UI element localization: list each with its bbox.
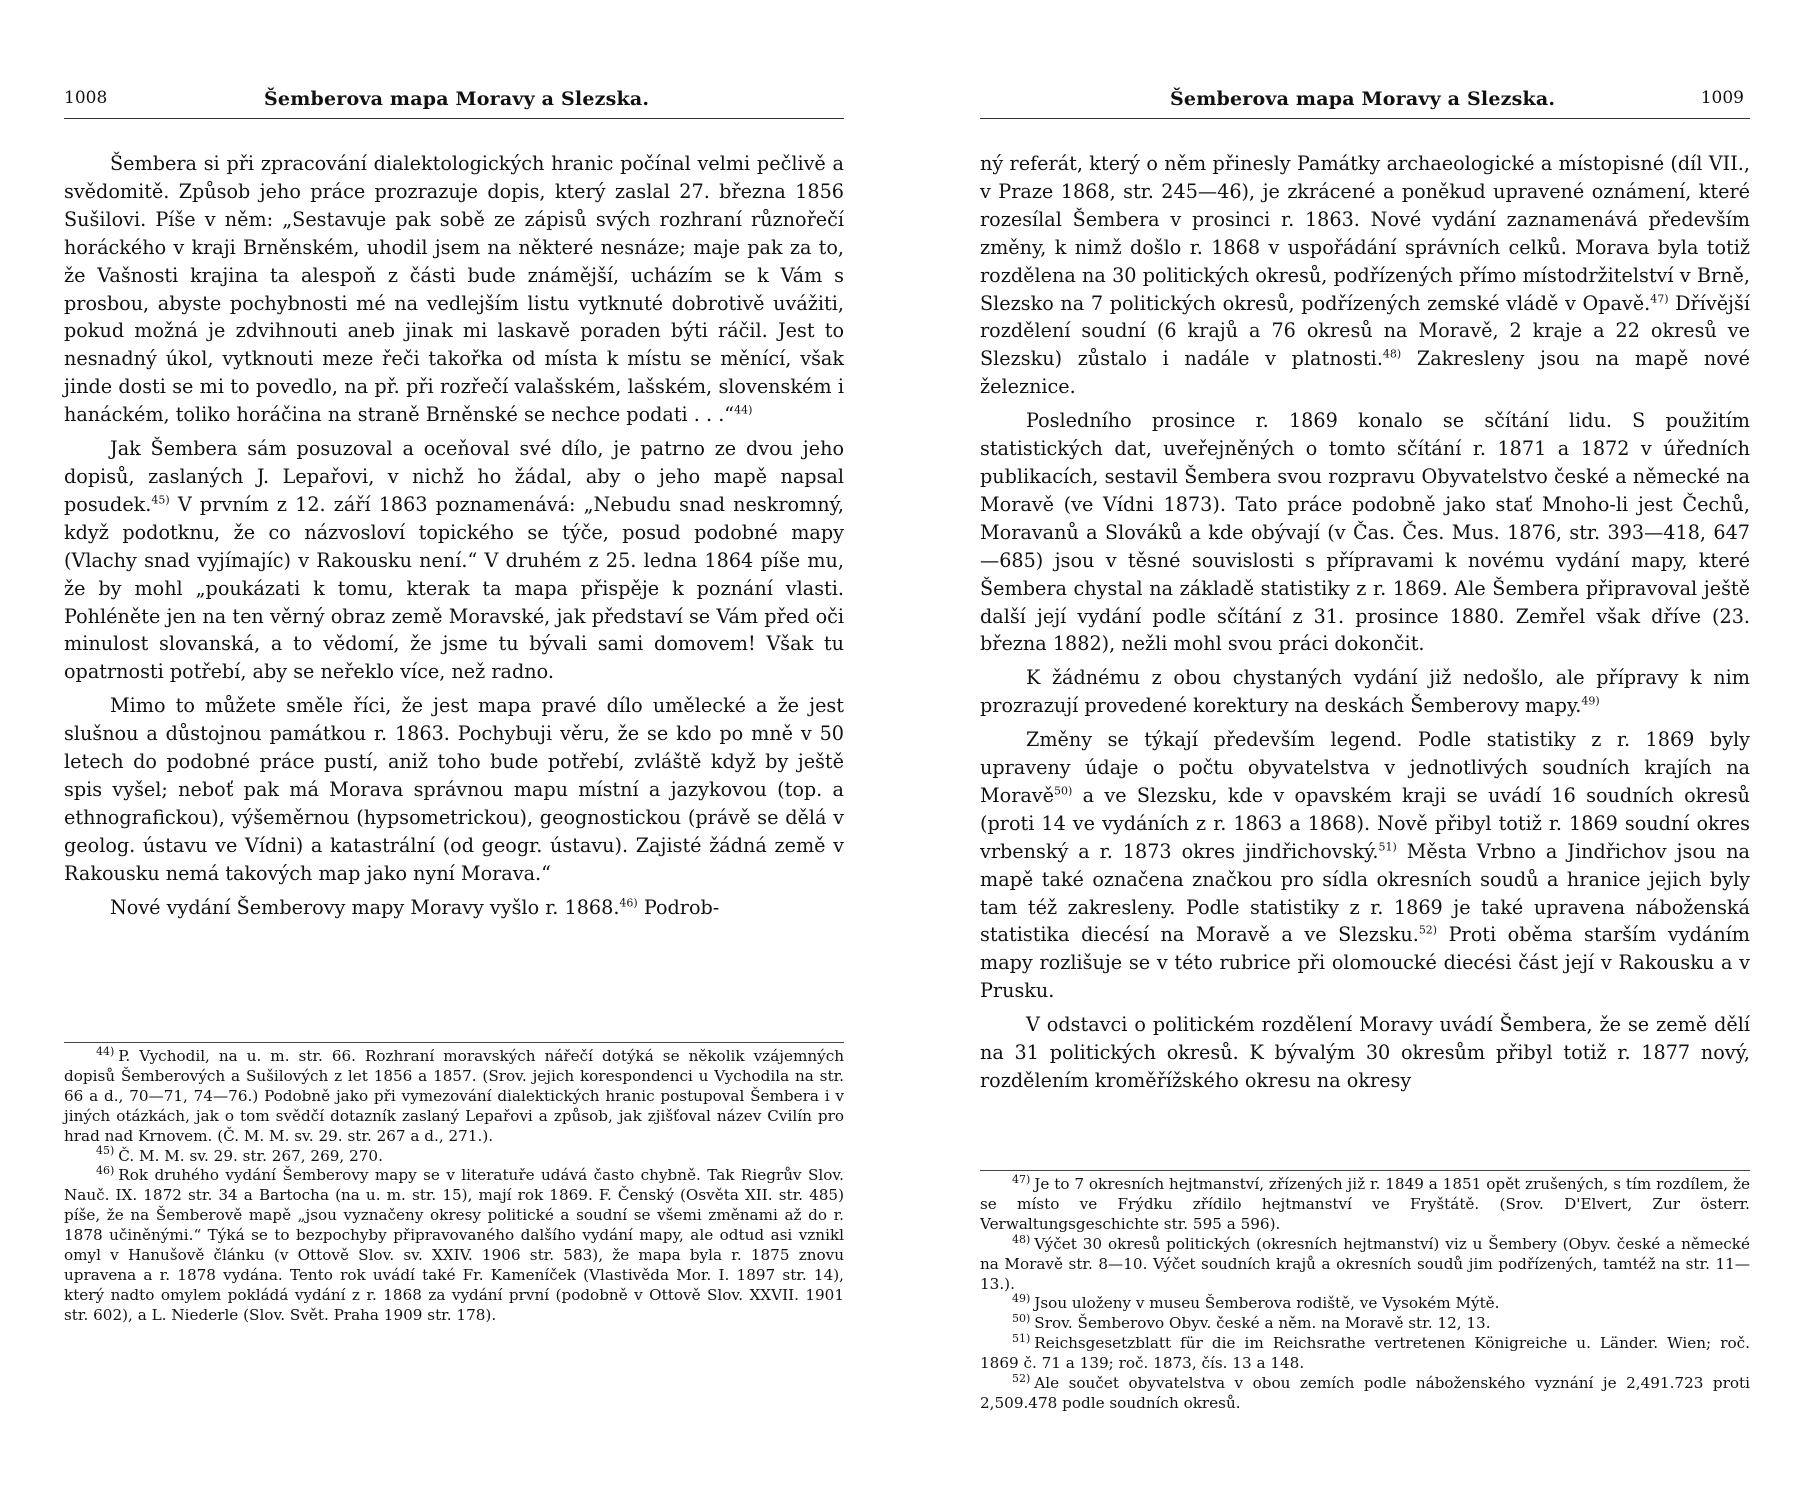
paragraph: Jak Šembera sám posuzoval a oceňoval své dílo, je patrno ze dvou jeho dopisů, zaslaných J. Lepařovi, v nichž ho žádal, aby o jeho mapě napsal posudek.$^{45)}$ V prvním z 12. září 1863 poznamenává: „Nebudu snad neskromný, když podotknu, že co názvosloví topického se týče, posud podobné mapy (Vlachy snad vyjímajíc) v Rakousku není.“ V druhém z 25. ledna 1864 píše mu, že by mohl „poukázati k tomu, kterak ta mapa přispěje k poznání vlasti. Pohléněte jen na ten věrný obraz země Moravské, jak představí se Vám před oči minulost slovanská, a to vědomí, že jsme tu bývali sami domovem! Však tu opatrnosti potřebí, aby se neřeklo více, než radno. bbox=[64, 437, 844, 684]
left-page-number: 1008 bbox=[64, 88, 108, 108]
footnote-ref: 45) bbox=[151, 493, 170, 507]
footnote: $^{51)}$ Reichsgesetzblatt für die im Reichsrathe vertretenen Königreiche u. Länder. Wien; roč. 1869 č. 71 a 139; roč. 1873, čís. 13 a 148. bbox=[980, 1332, 1750, 1373]
paragraph: Šembera si při zpracování dialektologických hranic počínal velmi pečlivě a svědomitě. Způsob jeho práce prozrazuje dopis, který zaslal 27. března 1856 Sušilovi. Píše v něm: „Sestavuje pak sobě ze zápisů svých rozhraní různořečí horáckého v kraji Brněnském, uhodil jsem na některé nesnáze; maje pak za to, že Vašnosti krajina ta alespoň z části bude známější, ucházím se k Vám s prosbou, abyste pochybnosti mé na vedlejším listu vytknuté dobrotivě uvážiti, pokud možná je zdvihnouti aneb jinak mi laskavě poraden býti ráčil. Jest to nesnadný úkol, vytknouti meze řeči takořka od místa k místu se měnící, však jinde dosti se mi to povedlo, na př. při rozřečí valašském, lašském, slovenském i hanáckém, toliko horáčina na straně Brněnské se nechce podati . . .“$^{44)}$ bbox=[64, 152, 844, 427]
left-footnotes bbox=[64, 1042, 844, 1326]
paragraph: Nové vydání Šemberovy mapy Moravy vyšlo r. 1868.$^{46)}$ Podrob- bbox=[110, 895, 720, 919]
footnote-ref: 50) bbox=[1054, 784, 1073, 798]
footnote-ref: 44) bbox=[734, 403, 753, 417]
footnote: $^{52)}$ Ale součet obyvatelstva v obou zemích podle náboženského vyznání je 2,491.723 proti 2,509.478 podle soudních okresů. bbox=[980, 1372, 1750, 1412]
right-footnotes bbox=[980, 1170, 1750, 1414]
footnote: $^{44)}$ P. Vychodil, na u. m. str. 66. Rozhraní moravských nářečí dotýká se několik vzájemných dopisů Šemberových a Sušilových z let 1856 a 1857. (Srov. jejich korespondenci u Vychodila na str. 66 a d., 70—71, 74—76.) Podobně jako při vymezování dialektických hranic postupoval Šembera i v jiných otázkách, jak o tom svědčí dotazník zaslaný Lepařovi a způsob, jak zjišťoval název Cvilín pro hrad nad Krnovem. (Č. M. M. sv. 29. str. 267 a d., 271.). bbox=[64, 1044, 844, 1145]
paragraph: K žádnému z obou chystaných vydání již nedošlo, ale přípravy k nim prozrazují provedené korektury na deskách Šemberovy mapy.$^{49)}$ bbox=[980, 666, 1750, 718]
right-page-number: 1009 bbox=[1700, 88, 1744, 108]
footnote-ref: 47) bbox=[1650, 292, 1669, 306]
right-page-body bbox=[980, 150, 1750, 1101]
left-running-title: Šemberova mapa Moravy a Slezska. bbox=[264, 88, 650, 110]
right-running-title: Šemberova mapa Moravy a Slezska. bbox=[1170, 88, 1556, 110]
footnote: $^{49)}$ Jsou uloženy v museu Šemberova rodiště, ve Vysokém Mýtě. bbox=[1012, 1292, 1500, 1313]
footnote-ref: 49) bbox=[1581, 694, 1600, 708]
paragraph: V odstavci o politickém rozdělení Moravy uvádí Šembera, že se země dělí na 31 politických okresů. K bývalým 30 okresům přibyl totiž r. 1877 nový, rozdělením kroměřížského okresu na okresy bbox=[980, 1013, 1750, 1092]
paragraph: Změny se týkají především legend. Podle statistiky z r. 1869 byly upraveny údaje o počtu obyvatelstva v jednotlivých soudních krajích na Moravě$^{50)}$ a ve Slezsku, kde v opavském kraji se uvádí 16 soudních okresů (proti 14 ve vydáních z r. 1863 a 1868). Nově přibyl totiž r. 1869 soudní okres vrbenský a r. 1873 okres jindřichovský.$^{51)}$ Města Vrbno a Jindřichov jsou na mapě také označena značkou pro sídla okresních soudů a hranice jejich byly tam též zakresleny. Podle statistiky z r. 1869 je také upravena náboženská statistika diecésí na Moravě a ve Slezsku.$^{52)}$ Proti oběma starším vydáním mapy rozlišuje se v této rubrice při olomoucké diecési část její v Rakousku a v Prusku. bbox=[980, 728, 1751, 1003]
footnote: $^{48)}$ Výčet 30 okresů politických (okresních hejtmanství) viz u Šembery (Obyv. české a německé na Moravě str. 8—10. Výčet soudních krajů a okresních soudů jim podřízených, tamtéž na str. 11—13.). bbox=[980, 1232, 1750, 1293]
right-page-header bbox=[980, 88, 1750, 119]
footnote-ref: 52) bbox=[1418, 924, 1438, 938]
paragraph: Mimo to můžete směle říci, že jest mapa pravé dílo umělecké a že jest slušnou a důstojnou památkou r. 1863. Pochybuji věru, že se kdo po mně v 50 letech do podobné práce pustí, aniž toho bude potřebí, zvláště když by ještě spis vyšel; neboť pak má Morava správnou mapu místní a jazykovou (top. a ethnografickou), výšeměrnou (hypsometrickou), geognostickou (právě se dělá v geolog. ústavu ve Vídni) a katastrální (od geogr. ústavu). Zajisté žádná země v Rakousku nemá takových map jako nyní Morava.“ bbox=[64, 694, 844, 885]
paragraph: ný referát, který o něm přinesly Památky archaeologické a místopisné (díl VII., v Praze 1868, str. 245—46), je zkrácené a poněkud upravené oznámení, které rozesílal Šembera v prosinci r. 1863. Nové vydání zaznamenává především změny, k nimž došlo r. 1868 v uspořádání správních celků. Morava byla totiž rozdělena na 30 politických okresů, podřízených přímo místodržitelství v Brně, Slezsko na 7 politických okresů, podřízených zemské vládě v Opavě.$^{47)}$ Dřívější rozdělení soudní (6 krajů a 76 okresů na Moravě, 2 kraje a 22 okresů ve Slezsku) zůstalo i nadále v platnosti.$^{48)}$ Zakresleny jsou na mapě nové železnice. bbox=[980, 152, 1750, 399]
left-page-header bbox=[64, 88, 844, 119]
footnote: $^{45)}$ Č. M. M. sv. 29. str. 267, 269, 270. bbox=[96, 1144, 383, 1165]
footnote: $^{47)}$ Je to 7 okresních hejtmanství, zřízených již r. 1849 a 1851 opět zrušených, s tím rozdílem, že se místo ve Frýdku zřídilo hejtmanství ve Fryštátě. (Srov. D'Elvert, Zur österr. Verwaltungsgeschichte str. 595 a 596). bbox=[980, 1172, 1750, 1233]
footnote: $^{46)}$ Rok druhého vydání Šemberovy mapy se v literatuře udává často chybně. Tak Riegrův Slov. Nauč. IX. 1872 str. 34 a Bartocha (na u. m. str. 15), mají rok 1869. F. Čenský (Osvěta XII. str. 485) píše, že na Šemberově mapě „jsou vyznačeny okresy politické a soudní se všemi změnami až do r. 1878 učiněnými.“ Týká se to bezpochyby připravovaného dalšího vydání mapy, ale odtud asi vznikl omyl v Hanušově článku (v Ottově Slov. sv. XXIV. 1906 str. 583), že mapa byla r. 1875 znovu upravena a r. 1878 vydána. Tento rok uvádí také Fr. Kameníček (Vlastivěda Mor. I. 1897 str. 14), který nadto omylem pokládá vydání z r. 1868 za vydání první (podobně v Ottově Slov. XXVII. 1901 str. 602), a L. Niederle (Slov. Svět. Praha 1909 str. 178). bbox=[64, 1164, 844, 1324]
footnote-ref: 48) bbox=[1382, 347, 1402, 361]
left-page-body bbox=[64, 150, 844, 927]
footnote-ref: 46) bbox=[619, 896, 638, 910]
footnote: $^{50)}$ Srov. Šemberovo Obyv. české a něm. na Moravě str. 12, 13. bbox=[1012, 1312, 1491, 1333]
footnote-ref: 51) bbox=[1378, 840, 1397, 854]
paragraph: Posledního prosince r. 1869 konalo se sčítání lidu. S použitím statistických dat, uveřejněných o tomto sčítání r. 1871 a 1872 v úředních publikacích, sestavil Šembera svou rozpravu Obyvatelstvo české a německé na Moravě (ve Vídni 1873). Tato práce podobně jako stať Mnoho-li jest Čechů, Moravanů a Slováků a kde obývají (v Čas. Čes. Mus. 1876, str. 393—418, 647—685) jsou v těsné souvislosti s přípravami k novému vydání mapy, které Šembera chystal na základě statistiky z r. 1869. Ale Šembera připravoval ještě další její vydání podle sčítání z 31. prosince 1880. Zemřel však dříve (23. března 1882), nežli mohl svou práci dokončit. bbox=[980, 409, 1750, 656]
